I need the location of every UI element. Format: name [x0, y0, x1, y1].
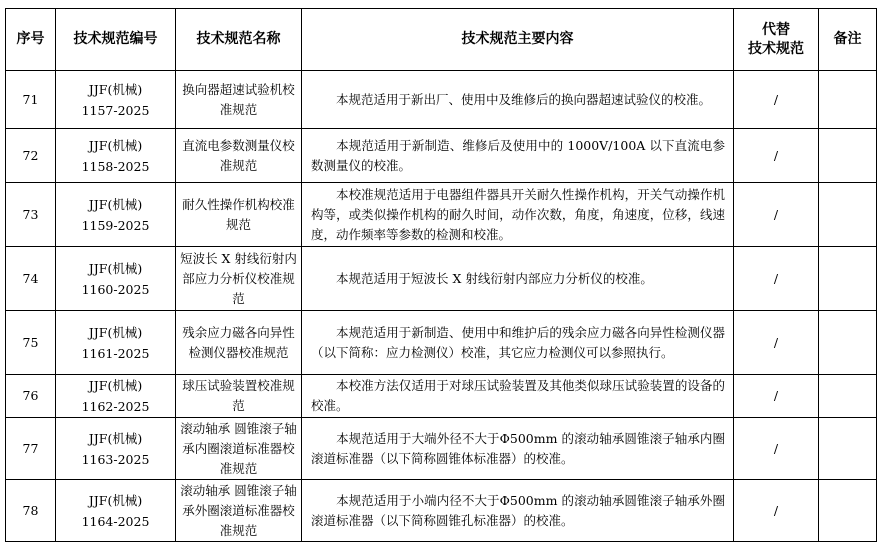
row-no: 74 — [6, 247, 56, 311]
row-content-text: 本规范适用于短波长 X 射线衍射内部应力分析仪的校准。 — [336, 270, 653, 286]
row-note — [819, 71, 877, 129]
row-code-line2: 1157-2025 — [81, 102, 150, 118]
row-replace: / — [734, 375, 819, 418]
row-code — [56, 71, 176, 129]
table-row — [6, 418, 877, 480]
row-no: 72 — [6, 129, 56, 183]
table-row — [6, 375, 877, 418]
header-content: 技术规范主要内容 — [302, 9, 734, 71]
row-note — [819, 129, 877, 183]
row-content-text: 本校准规范适用于电器组件器具开关耐久性操作机构，开关气动操作机构等，或类似操作机构的耐久时间，动作次数，角度，角速度，位移，线速度，动作频率等参数的检测和校准。 — [311, 186, 725, 242]
row-name: 滚动轴承 圆锥滚子轴承外圈滚道标准器校准规范 — [176, 480, 302, 542]
row-replace: / — [734, 183, 819, 247]
row-code — [56, 183, 176, 247]
row-replace: / — [734, 71, 819, 129]
row-no: 75 — [6, 311, 56, 375]
row-content — [302, 183, 734, 247]
row-content-text: 本规范适用于大端外径不大于Φ500mm 的滚动轴承圆锥滚子轴承内圈滚道标准器（以下简称圆锥体标准器）的校准。 — [311, 430, 725, 466]
header-code: 技术规范编号 — [56, 9, 176, 71]
row-replace: / — [734, 247, 819, 311]
row-note — [819, 480, 877, 542]
row-replace: / — [734, 129, 819, 183]
row-code-line2: 1164-2025 — [81, 513, 150, 529]
row-code-line2: 1159-2025 — [81, 217, 150, 233]
row-code-line1: JJF(机械) — [88, 260, 143, 276]
row-code — [56, 418, 176, 480]
row-code-line2: 1158-2025 — [81, 158, 150, 174]
row-no: 76 — [6, 375, 56, 418]
row-code-line1: JJF(机械) — [88, 378, 143, 393]
row-no: 71 — [6, 71, 56, 129]
row-code — [56, 480, 176, 542]
header-replace — [734, 9, 819, 71]
row-replace: / — [734, 418, 819, 480]
row-code — [56, 247, 176, 311]
row-code-line1: JJF(机械) — [88, 492, 143, 508]
row-content — [302, 418, 734, 480]
row-name: 直流电参数测量仪校准规范 — [176, 129, 302, 183]
row-code-line2: 1163-2025 — [81, 451, 150, 467]
row-code-line1: JJF(机械) — [88, 81, 143, 97]
row-content-text: 本规范适用于小端内径不大于Φ500mm 的滚动轴承圆锥滚子轴承外圈滚道标准器（以下简称圆锥孔标准器）的校准。 — [311, 492, 725, 528]
row-no: 78 — [6, 480, 56, 542]
row-code-line1: JJF(机械) — [88, 324, 143, 340]
row-name: 短波长 X 射线衍射内部应力分析仪校准规范 — [176, 247, 302, 311]
header-name: 技术规范名称 — [176, 9, 302, 71]
row-name: 换向器超速试验机校准规范 — [176, 71, 302, 129]
row-content-text: 本规范适用于新出厂、使用中及维修后的换向器超速试验仪的校准。 — [336, 91, 712, 107]
row-content — [302, 71, 734, 129]
row-no: 73 — [6, 183, 56, 247]
spec-table — [5, 8, 877, 542]
table-row — [6, 183, 877, 247]
row-code — [56, 129, 176, 183]
table-row — [6, 480, 877, 542]
row-code-line1: JJF(机械) — [88, 196, 143, 212]
row-code — [56, 311, 176, 375]
row-code-line2: 1160-2025 — [81, 281, 150, 297]
table-row — [6, 311, 877, 375]
header-note: 备注 — [819, 9, 877, 71]
row-name: 滚动轴承 圆锥滚子轴承内圈滚道标准器校准规范 — [176, 418, 302, 480]
header-replace-line2: 技术规范 — [748, 40, 804, 57]
row-content — [302, 247, 734, 311]
row-name: 残余应力磁各向异性检测仪器校准规范 — [176, 311, 302, 375]
row-code-line1: JJF(机械) — [88, 137, 143, 153]
row-content — [302, 480, 734, 542]
row-note — [819, 311, 877, 375]
table-row — [6, 71, 877, 129]
row-code-line1: JJF(机械) — [88, 430, 143, 446]
table-row — [6, 129, 877, 183]
table-row — [6, 247, 877, 311]
row-name: 球压试验装置校准规范 — [176, 375, 302, 418]
header-replace-line1: 代替 — [762, 21, 790, 38]
row-code — [56, 375, 176, 418]
row-note — [819, 183, 877, 247]
row-name: 耐久性操作机构校准规范 — [176, 183, 302, 247]
header-row — [6, 9, 877, 71]
row-note — [819, 375, 877, 418]
row-content-text: 本校准方法仅适用于对球压试验装置及其他类似球压试验装置的设备的校准。 — [311, 378, 725, 413]
row-content-text: 本规范适用于新制造、维修后及使用中的 1000V/100A 以下直流电参数测量仪的校准。 — [311, 137, 725, 173]
row-note — [819, 418, 877, 480]
row-replace: / — [734, 480, 819, 542]
row-content — [302, 129, 734, 183]
row-code-line2: 1162-2025 — [81, 399, 150, 414]
header-no: 序号 — [6, 9, 56, 71]
row-replace: / — [734, 311, 819, 375]
row-code-line2: 1161-2025 — [81, 345, 150, 361]
row-content — [302, 375, 734, 418]
row-content — [302, 311, 734, 375]
row-note — [819, 247, 877, 311]
row-no: 77 — [6, 418, 56, 480]
row-content-text: 本规范适用于新制造、使用中和维护后的残余应力磁各向异性检测仪器（以下简称：应力检测仪）校准，其它应力检测仪可以参照执行。 — [311, 324, 725, 360]
